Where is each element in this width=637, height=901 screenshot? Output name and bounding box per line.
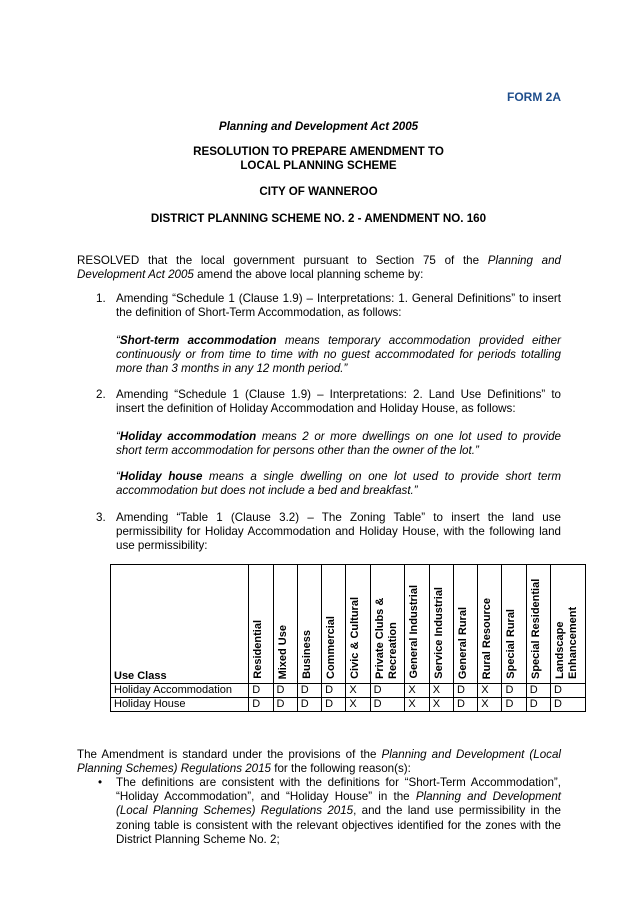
zone-header bbox=[405, 565, 429, 684]
permissibility-cell: D bbox=[551, 684, 586, 698]
resolved-paragraph bbox=[77, 254, 561, 282]
zone-label: Mixed Use bbox=[276, 624, 289, 679]
heading-line-2: LOCAL PLANNING SCHEME bbox=[240, 159, 397, 172]
permissibility-cell: X bbox=[346, 698, 370, 712]
zone-header bbox=[429, 565, 453, 684]
zone-label: Commercial bbox=[325, 616, 338, 679]
definition-term: Holiday accommodation bbox=[119, 430, 257, 443]
permissibility-cell: D bbox=[322, 684, 346, 698]
zone-label: Residential bbox=[252, 620, 265, 679]
zone-label: Rural Resource bbox=[481, 597, 494, 679]
zone-label: Landscape Enhancement bbox=[554, 606, 580, 679]
use-class-header: Use Class bbox=[111, 565, 249, 684]
definition-term: Holiday house bbox=[119, 470, 203, 483]
permissibility-cell: D bbox=[249, 684, 273, 698]
permissibility-cell: X bbox=[429, 684, 453, 698]
permissibility-cell: D bbox=[526, 684, 550, 698]
permissibility-cell: D bbox=[453, 684, 477, 698]
resolution-heading bbox=[0, 145, 637, 173]
bullet-pre: The definitions are consistent with the definitions for “Short-Term Accommodation”, “Holiday Accommodation”, and “Holiday House” in the bbox=[116, 776, 561, 804]
resolved-act: Planning and Development Act 2005 bbox=[77, 254, 561, 282]
zone-header bbox=[551, 565, 586, 684]
table-row bbox=[111, 698, 586, 712]
zone-header bbox=[297, 565, 321, 684]
zone-header bbox=[478, 565, 502, 684]
zone-header bbox=[370, 565, 405, 684]
list-item-text: Amending “Table 1 (Clause 3.2) – The Zoning Table” to insert the land use permissibility for Holiday Accommodation and Holiday House, with the following land use permissibility: bbox=[116, 511, 561, 553]
use-class-cell: Holiday Accommodation bbox=[111, 684, 249, 698]
list-item bbox=[77, 292, 561, 320]
permissibility-cell: D bbox=[322, 698, 346, 712]
permissibility-cell: X bbox=[405, 684, 429, 698]
amendment-note bbox=[77, 748, 561, 776]
scheme-heading: DISTRICT PLANNING SCHEME NO. 2 - AMENDMENT NO. 160 bbox=[150, 212, 487, 225]
zone-label: Special Rural bbox=[505, 609, 518, 679]
definition-text: means temporary accommodation provided either continuously or from time to time with no guest accommodated for periods totalling more than 3 months in any 12 month period.” bbox=[116, 334, 561, 376]
definition-text: means 2 or more dwellings on one lot used to provide short term accommodation for persons other than the owner of the lot.” bbox=[116, 430, 561, 458]
definition-holiday-accommodation bbox=[116, 430, 561, 458]
resolved-post: amend the above local planning scheme by: bbox=[193, 268, 424, 282]
bullet-text bbox=[116, 776, 561, 847]
permissibility-cell: D bbox=[273, 698, 297, 712]
permissibility-cell: X bbox=[346, 684, 370, 698]
zone-label: General Industrial bbox=[408, 585, 421, 679]
zone-label: General Rural bbox=[456, 606, 469, 679]
use-class-cell: Holiday House bbox=[111, 698, 249, 712]
permissibility-cell: D bbox=[297, 684, 321, 698]
permissibility-cell: X bbox=[405, 698, 429, 712]
act-title: Planning and Development Act 2005 bbox=[218, 120, 419, 133]
amendment-note-pre: The Amendment is standard under the provisions of the bbox=[77, 748, 382, 761]
city-heading: CITY OF WANNEROO bbox=[259, 185, 378, 198]
permissibility-cell: X bbox=[478, 684, 502, 698]
table-header-row bbox=[111, 565, 586, 684]
list-item-text: Amending “Schedule 1 (Clause 1.9) – Interpretations: 2. Land Use Definitions” to insert the definition of Holiday Accommodation and Holiday House, as follows: bbox=[116, 388, 561, 416]
amendment-note-post: for the following reason(s): bbox=[271, 762, 411, 776]
definition-text: means a single dwelling on one lot used to provide short term accommodation but does not include a bed and breakfast.” bbox=[116, 470, 561, 498]
list-item-number: 3. bbox=[96, 511, 106, 524]
permissibility-cell: D bbox=[273, 684, 297, 698]
list-item bbox=[77, 511, 561, 554]
permissibility-cell: D bbox=[551, 698, 586, 712]
list-item-number: 2. bbox=[96, 388, 106, 401]
list-item-number: 1. bbox=[96, 292, 106, 305]
bullet-symbol: • bbox=[98, 776, 103, 789]
quote-open: “ bbox=[116, 334, 120, 347]
list-item bbox=[77, 388, 561, 416]
reason-bullet bbox=[77, 776, 561, 847]
permissibility-cell: D bbox=[526, 698, 550, 712]
bullet-regs: Planning and Development (Local Planning Schemes) Regulations 2015 bbox=[116, 790, 561, 818]
permissibility-cell: D bbox=[502, 684, 526, 698]
permissibility-cell: D bbox=[249, 698, 273, 712]
permissibility-cell: D bbox=[297, 698, 321, 712]
zone-header bbox=[322, 565, 346, 684]
amendment-note-regs: Planning and Development (Local Planning Schemes) Regulations 2015 bbox=[77, 748, 561, 776]
bullet-post: , and the land use permissibility in the zoning table is consistent with the relevant objectives identified for the zones with the District Planning Scheme No. 2; bbox=[116, 804, 561, 846]
zone-label: Civic & Cultural bbox=[349, 597, 362, 679]
zone-header bbox=[453, 565, 477, 684]
zone-header bbox=[526, 565, 550, 684]
zone-label: Special Residential bbox=[529, 578, 542, 679]
table-row bbox=[111, 684, 586, 698]
zone-header bbox=[346, 565, 370, 684]
zone-header bbox=[249, 565, 273, 684]
quote-open: “ bbox=[116, 430, 120, 443]
list-item-text: Amending “Schedule 1 (Clause 1.9) – Interpretations: 1. General Definitions” to insert the definition of Short-Term Accommodation, as follows: bbox=[116, 292, 561, 320]
zone-header bbox=[273, 565, 297, 684]
heading-line-1: RESOLUTION TO PREPARE AMENDMENT TO bbox=[193, 145, 444, 158]
form-label: FORM 2A bbox=[507, 90, 561, 104]
zone-label: Service Industrial bbox=[432, 587, 445, 679]
zone-label: Private Clubs & Recreation bbox=[373, 597, 399, 679]
definition-short-term bbox=[116, 334, 561, 377]
zoning-table bbox=[110, 564, 586, 712]
permissibility-cell: D bbox=[370, 684, 405, 698]
permissibility-cell: X bbox=[429, 698, 453, 712]
zone-header bbox=[502, 565, 526, 684]
quote-open: “ bbox=[116, 470, 120, 483]
resolved-pre: RESOLVED that the local government pursuant to Section 75 of the bbox=[77, 254, 488, 267]
permissibility-cell: D bbox=[370, 698, 405, 712]
definition-term: Short-term accommodation bbox=[119, 334, 277, 347]
permissibility-cell: D bbox=[502, 698, 526, 712]
definition-holiday-house bbox=[116, 470, 561, 498]
permissibility-cell: X bbox=[478, 698, 502, 712]
permissibility-cell: D bbox=[453, 698, 477, 712]
zone-label: Business bbox=[300, 630, 313, 679]
